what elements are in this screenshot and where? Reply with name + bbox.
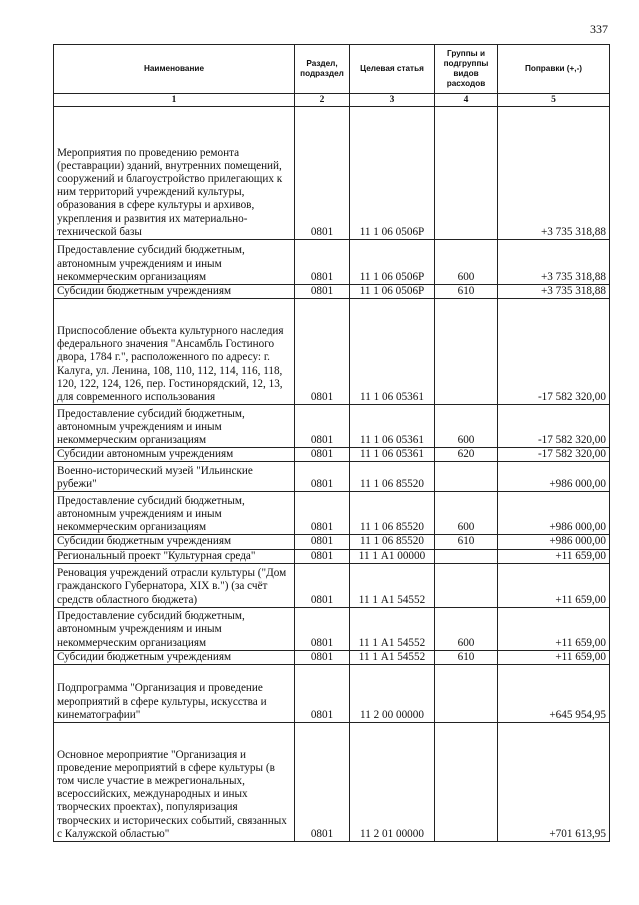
row-target-article: 11 1 06 0506Р: [350, 107, 435, 240]
row-amount: +986 000,00: [498, 535, 610, 549]
table-row: [54, 607, 610, 650]
table-row: [54, 240, 610, 285]
table-row: [54, 665, 610, 723]
row-section: 0801: [295, 665, 350, 723]
row-expense-group: 610: [435, 285, 498, 299]
row-name: Субсидии бюджетным учреждениям: [54, 535, 295, 549]
row-expense-group: [435, 299, 498, 405]
row-amount: +11 659,00: [498, 650, 610, 664]
row-target-article: 11 1 А1 54552: [350, 607, 435, 650]
row-section: 0801: [295, 723, 350, 842]
row-target-article: 11 1 А1 54552: [350, 650, 435, 664]
row-expense-group: 610: [435, 650, 498, 664]
header-name: Наименование: [54, 45, 295, 94]
row-name: Предоставление субсидий бюджетным, автономным учреждениям и иным некоммерческим организациям: [54, 240, 295, 285]
page-number: 337: [590, 22, 608, 36]
table-row: [54, 549, 610, 563]
row-name: Предоставление субсидий бюджетным, автономным учреждениям и иным некоммерческим организациям: [54, 607, 295, 650]
row-section: 0801: [295, 299, 350, 405]
row-target-article: 11 1 06 85520: [350, 492, 435, 535]
table-row: [54, 535, 610, 549]
row-name: Субсидии бюджетным учреждениям: [54, 285, 295, 299]
row-name: Субсидии автономным учреждениям: [54, 448, 295, 462]
row-target-article: 11 1 06 85520: [350, 462, 435, 492]
row-expense-group: 600: [435, 405, 498, 448]
row-target-article: 11 1 06 0506Р: [350, 240, 435, 285]
column-number-row: [54, 94, 610, 107]
row-name: Предоставление субсидий бюджетным, автономным учреждениям и иным некоммерческим организациям: [54, 405, 295, 448]
row-target-article: 11 1 06 05361: [350, 448, 435, 462]
row-target-article: 11 1 А1 54552: [350, 563, 435, 607]
row-target-article: 11 2 00 00000: [350, 665, 435, 723]
row-expense-group: [435, 723, 498, 842]
row-section: 0801: [295, 549, 350, 563]
table-row: [54, 563, 610, 607]
row-amount: +11 659,00: [498, 563, 610, 607]
row-amount: +986 000,00: [498, 462, 610, 492]
row-expense-group: [435, 665, 498, 723]
row-section: 0801: [295, 650, 350, 664]
row-expense-group: 600: [435, 492, 498, 535]
row-amount: +986 000,00: [498, 492, 610, 535]
header-amendments: Поправки (+,-): [498, 45, 610, 94]
row-name: Предоставление субсидий бюджетным, автономным учреждениям и иным некоммерческим организациям: [54, 492, 295, 535]
column-number: 2: [295, 94, 350, 107]
row-amount: +645 954,95: [498, 665, 610, 723]
row-name: Реновация учреждений отрасли культуры ("Дом гражданского Губернатора, XIX в.") (за счёт средств областного бюджета): [54, 563, 295, 607]
table-row: [54, 462, 610, 492]
row-amount: +11 659,00: [498, 549, 610, 563]
row-target-article: 11 1 06 85520: [350, 535, 435, 549]
row-amount: +701 613,95: [498, 723, 610, 842]
row-expense-group: 610: [435, 535, 498, 549]
row-expense-group: 620: [435, 448, 498, 462]
row-amount: +11 659,00: [498, 607, 610, 650]
row-name: Основное мероприятие "Организация и проведение мероприятий в сфере культуры (в том числе участие в межрегиональных, всероссийских, международных и иных творческих проектах), популяризация творческих и исторических событий, связанных с Калужской областью": [54, 723, 295, 842]
table-row: [54, 448, 610, 462]
row-expense-group: [435, 563, 498, 607]
table-row: [54, 723, 610, 842]
row-amount: -17 582 320,00: [498, 448, 610, 462]
row-section: 0801: [295, 535, 350, 549]
column-number: 1: [54, 94, 295, 107]
row-section: 0801: [295, 240, 350, 285]
row-amount: +3 735 318,88: [498, 107, 610, 240]
row-expense-group: [435, 549, 498, 563]
table-row: [54, 492, 610, 535]
row-section: 0801: [295, 462, 350, 492]
row-target-article: 11 1 06 0506Р: [350, 285, 435, 299]
row-expense-group: 600: [435, 607, 498, 650]
column-number: 3: [350, 94, 435, 107]
table-row: [54, 285, 610, 299]
column-number: 5: [498, 94, 610, 107]
row-target-article: 11 1 А1 00000: [350, 549, 435, 563]
row-amount: +3 735 318,88: [498, 240, 610, 285]
table-row: [54, 405, 610, 448]
row-expense-group: [435, 462, 498, 492]
row-name: Мероприятия по проведению ремонта (реставрации) зданий, внутренних помещений, сооружений и благоустройство прилегающих к ним территорий учреждений культуры, образования в сфере культуры и архивов, укрепления и развития их материально-технической базы: [54, 107, 295, 240]
row-target-article: 11 1 06 05361: [350, 405, 435, 448]
row-target-article: 11 1 06 05361: [350, 299, 435, 405]
column-number: 4: [435, 94, 498, 107]
row-amount: -17 582 320,00: [498, 405, 610, 448]
header-expense-group: Группы и подгруппы видов расходов: [435, 45, 498, 94]
table-row: [54, 650, 610, 664]
header-section: Раздел, подраздел: [295, 45, 350, 94]
row-section: 0801: [295, 492, 350, 535]
table-row: [54, 299, 610, 405]
row-expense-group: [435, 107, 498, 240]
header-row: [54, 45, 610, 94]
row-section: 0801: [295, 285, 350, 299]
row-section: 0801: [295, 563, 350, 607]
budget-amendments-table: [53, 44, 610, 842]
row-section: 0801: [295, 405, 350, 448]
row-section: 0801: [295, 607, 350, 650]
row-name: Подпрограмма "Организация и проведение мероприятий в сфере культуры, искусства и кинематографии": [54, 665, 295, 723]
row-section: 0801: [295, 107, 350, 240]
table-row: [54, 107, 610, 240]
row-expense-group: 600: [435, 240, 498, 285]
row-name: Приспособление объекта культурного наследия федерального значения "Ансамбль Гостиного двора, 1784 г.", расположенного по адресу: г. Калуга, ул. Ленина, 108, 110, 112, 114, 116, 118, 120, 122, 124, 126, пер. Гостинорядский, 12, 13, для современного использования: [54, 299, 295, 405]
row-target-article: 11 2 01 00000: [350, 723, 435, 842]
header-target-article: Целевая статья: [350, 45, 435, 94]
row-amount: -17 582 320,00: [498, 299, 610, 405]
row-amount: +3 735 318,88: [498, 285, 610, 299]
row-section: 0801: [295, 448, 350, 462]
row-name: Субсидии бюджетным учреждениям: [54, 650, 295, 664]
row-name: Региональный проект "Культурная среда": [54, 549, 295, 563]
row-name: Военно-исторический музей "Ильинские рубежи": [54, 462, 295, 492]
